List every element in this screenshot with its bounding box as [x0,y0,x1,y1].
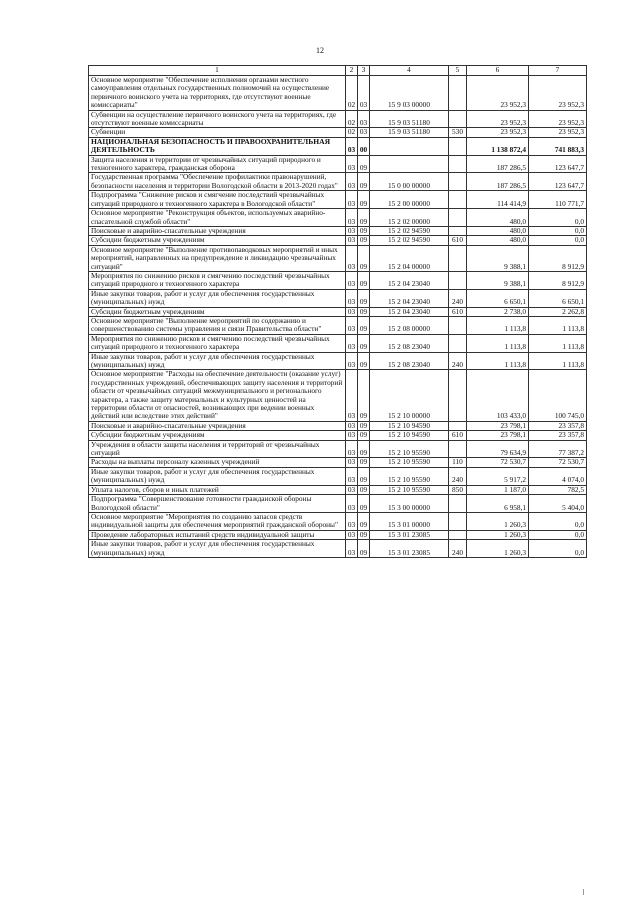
column-header-4: 4 [370,66,449,76]
row-subsection: 09 [358,512,370,530]
row-name: Мероприятия по снижению рисков и смягчению последствий чрезвычайных ситуаций природного и техногенного характера [89,334,346,352]
row-amount-col7: 72 530,7 [529,458,587,467]
row-amount-col6: 1 260,3 [467,540,529,558]
row-amount-col7: 77 387,2 [529,440,587,458]
row-section: 03 [346,307,358,316]
row-expense-type: 240 [449,352,467,370]
table-row [89,76,587,111]
column-header-3: 3 [358,66,370,76]
row-subsection: 09 [358,352,370,370]
table-row [89,540,587,558]
row-amount-col6: 23 952,3 [467,76,529,111]
row-subsection: 09 [358,271,370,289]
row-section: 03 [346,236,358,245]
row-amount-col7: 123 647,7 [529,173,587,191]
row-amount-col7: 8 912,9 [529,271,587,289]
row-section: 03 [346,271,358,289]
row-section: 03 [346,226,358,235]
row-target-article: 15 9 03 51180 [370,128,449,137]
row-target-article: 15 0 00 00000 [370,173,449,191]
row-amount-col7: 23 357,8 [529,431,587,440]
table-row [89,440,587,458]
row-amount-col6: 6 650,1 [467,289,529,307]
row-subsection: 09 [358,155,370,173]
row-subsection: 03 [358,76,370,111]
page-number: 12 [316,46,324,55]
row-amount-col7: 0,0 [529,530,587,539]
row-section: 02 [346,128,358,137]
row-subsection: 09 [358,485,370,494]
row-target-article [370,155,449,173]
table-row [89,370,587,421]
row-amount-col6: 114 414,9 [467,191,529,209]
row-name: Основное мероприятие "Обеспечение исполнения органами местного самоуправления отдельных государственных полномочий на осуществление первичного воинского учета на территориях, где отсутствуют военные комиссариаты" [89,76,346,111]
row-name: Основное мероприятие "Реконструкция объектов, используемых аварийно-спасательной службой области" [89,209,346,227]
row-expense-type [449,209,467,227]
row-expense-type: 610 [449,431,467,440]
row-target-article: 15 2 08 00000 [370,316,449,334]
row-expense-type [449,530,467,539]
row-target-article: 15 2 02 94590 [370,226,449,235]
row-target-article: 15 2 00 00000 [370,191,449,209]
row-target-article: 15 2 10 95590 [370,458,449,467]
row-subsection: 09 [358,173,370,191]
row-amount-col7: 123 647,7 [529,155,587,173]
row-amount-col6: 1 113,8 [467,334,529,352]
row-section: 03 [346,289,358,307]
table-row [89,226,587,235]
row-name: Субсидии бюджетным учреждениям [89,236,346,245]
row-amount-col6: 1 187,0 [467,485,529,494]
row-name: Иные закупки товаров, работ и услуг для обеспечения государственных (муниципальных) нужд [89,467,346,485]
row-name: Подпрограмма "Снижение рисков и смягчение последствий чрезвычайных ситуаций природного и техногенного характера в Вологодской области" [89,191,346,209]
row-name: Проведение лабораторных испытаний средств индивидуальной защиты [89,530,346,539]
row-subsection: 09 [358,289,370,307]
edge-mark [583,889,584,895]
row-section: 03 [346,431,358,440]
row-name: Уплата налогов, сборов и иных платежей [89,485,346,494]
row-section: 03 [346,530,358,539]
column-header-1: 1 [89,66,346,76]
row-amount-col7: 1 113,8 [529,334,587,352]
header-row [89,66,587,76]
row-name: Учреждения в области защиты населения и территорий от чрезвычайных ситуаций [89,440,346,458]
row-amount-col6: 9 388,1 [467,271,529,289]
row-amount-col7: 23 357,8 [529,421,587,430]
row-target-article: 15 2 10 95590 [370,485,449,494]
row-amount-col6: 2 738,0 [467,307,529,316]
row-subsection: 09 [358,245,370,271]
row-name: Основное мероприятие "Выполнение противопаводковых мероприятий и иных мероприятий, направленных на предупреждение и ликвидацию чрезвычайных ситуаций" [89,245,346,271]
row-section: 03 [346,540,358,558]
row-name: Субвенции на осуществление первичного воинского учета на территориях, где отсутствуют военные комиссариаты [89,110,346,128]
row-subsection: 09 [358,236,370,245]
column-header-7: 7 [529,66,587,76]
row-target-article: 15 2 08 23040 [370,334,449,352]
row-subsection: 09 [358,431,370,440]
row-name: Защита населения и территории от чрезвычайных ситуаций природного и техногенного характера, гражданская оборона [89,155,346,173]
row-amount-col6: 187 286,5 [467,173,529,191]
row-target-article: 15 2 10 94590 [370,431,449,440]
row-amount-col6: 1 260,3 [467,530,529,539]
row-amount-col7: 741 883,3 [529,137,587,155]
row-amount-col6: 187 286,5 [467,155,529,173]
column-header-6: 6 [467,66,529,76]
row-amount-col6: 9 388,1 [467,245,529,271]
table-row [89,137,587,155]
row-expense-type [449,316,467,334]
row-amount-col6: 1 138 872,4 [467,137,529,155]
row-expense-type [449,421,467,430]
row-amount-col6: 23 952,3 [467,110,529,128]
row-expense-type [449,495,467,513]
row-amount-col7: 110 771,7 [529,191,587,209]
row-amount-col7: 0,0 [529,236,587,245]
row-amount-col7: 23 952,3 [529,128,587,137]
row-target-article: 15 3 01 00000 [370,512,449,530]
table-row [89,467,587,485]
row-subsection: 09 [358,495,370,513]
row-amount-col7: 1 113,8 [529,352,587,370]
row-expense-type: 110 [449,458,467,467]
row-amount-col6: 1 113,8 [467,352,529,370]
table-row [89,289,587,307]
row-target-article: 15 2 04 00000 [370,245,449,271]
table-row [89,495,587,513]
row-amount-col7: 8 912,9 [529,245,587,271]
row-target-article: 15 2 02 00000 [370,209,449,227]
row-name: Иные закупки товаров, работ и услуг для обеспечения государственных (муниципальных) нужд [89,289,346,307]
table-row [89,512,587,530]
row-amount-col7: 6 650,1 [529,289,587,307]
row-target-article: 15 2 10 94590 [370,421,449,430]
row-amount-col6: 1 113,8 [467,316,529,334]
row-name: Поисковые и аварийно-спасательные учреждения [89,421,346,430]
row-section: 02 [346,110,358,128]
row-expense-type [449,137,467,155]
row-target-article: 15 2 02 94590 [370,236,449,245]
row-section: 03 [346,316,358,334]
row-target-article: 15 2 10 95590 [370,467,449,485]
row-subsection: 00 [358,137,370,155]
row-name: НАЦИОНАЛЬНАЯ БЕЗОПАСНОСТЬ И ПРАВООХРАНИТЕЛЬНАЯ ДЕЯТЕЛЬНОСТЬ [89,137,346,155]
row-name: Основное мероприятие "Мероприятия по созданию запасов средств индивидуальной защиты для обеспечения мероприятий гражданской обороны" [89,512,346,530]
row-amount-col7: 0,0 [529,512,587,530]
row-section: 03 [346,209,358,227]
table-row [89,431,587,440]
row-subsection: 09 [358,467,370,485]
row-amount-col6: 6 958,1 [467,495,529,513]
row-subsection: 09 [358,307,370,316]
row-name: Иные закупки товаров, работ и услуг для обеспечения государственных (муниципальных) нужд [89,540,346,558]
row-section: 03 [346,352,358,370]
row-section: 03 [346,495,358,513]
table-row [89,236,587,245]
row-expense-type [449,226,467,235]
table-row [89,334,587,352]
row-expense-type: 610 [449,236,467,245]
row-subsection: 09 [358,440,370,458]
row-section: 03 [346,155,358,173]
table-row [89,173,587,191]
row-amount-col7: 0,0 [529,540,587,558]
row-section: 03 [346,512,358,530]
table-row [89,530,587,539]
row-section: 03 [346,191,358,209]
table-row [89,155,587,173]
table-row [89,245,587,271]
table-row [89,209,587,227]
row-expense-type: 240 [449,467,467,485]
row-amount-col7: 2 262,8 [529,307,587,316]
row-amount-col6: 23 798,1 [467,421,529,430]
row-subsection: 09 [358,458,370,467]
row-amount-col7: 23 952,3 [529,110,587,128]
row-target-article: 15 9 03 00000 [370,76,449,111]
row-amount-col7: 5 404,0 [529,495,587,513]
row-expense-type [449,245,467,271]
row-expense-type: 850 [449,485,467,494]
row-name: Поисковые и аварийно-спасательные учреждения [89,226,346,235]
table-row [89,352,587,370]
row-amount-col6: 5 917,2 [467,467,529,485]
row-section: 03 [346,173,358,191]
row-amount-col7: 100 745,0 [529,370,587,421]
row-expense-type: 240 [449,289,467,307]
row-subsection: 09 [358,191,370,209]
row-subsection: 09 [358,540,370,558]
row-amount-col6: 1 260,3 [467,512,529,530]
row-target-article: 15 2 10 95590 [370,440,449,458]
row-expense-type [449,271,467,289]
row-amount-col7: 0,0 [529,226,587,235]
row-amount-col6: 480,0 [467,209,529,227]
row-name: Основное мероприятие "Расходы на обеспечение деятельности (оказание услуг) государственных учреждений, обеспечивающих защиту населения и территорий области от чрезвычайных ситуаций межмуниципального и регионального характера, а также защиту материальных и культурных ценностей на территории области от опасностей, возникающих при ведении военных действий или вследствие этих действий" [89,370,346,421]
row-section: 03 [346,137,358,155]
row-amount-col7: 23 952,3 [529,76,587,111]
row-amount-col6: 103 433,0 [467,370,529,421]
row-subsection: 03 [358,110,370,128]
row-target-article: 15 3 01 23085 [370,540,449,558]
row-expense-type [449,334,467,352]
column-header-5: 5 [449,66,467,76]
table-row [89,271,587,289]
row-subsection: 03 [358,128,370,137]
row-name: Государственная программа "Обеспечение профилактики правонарушений, безопасности населения и территории Вологодской области в 2013-2020 годах" [89,173,346,191]
row-expense-type [449,173,467,191]
row-name: Основное мероприятие "Выполнение мероприятий по содержанию и совершенствованию системы управления и связи Правительства области" [89,316,346,334]
row-name: Расходы на выплаты персоналу казенных учреждений [89,458,346,467]
row-section: 03 [346,467,358,485]
row-target-article: 15 2 04 23040 [370,289,449,307]
row-amount-col6: 23 952,3 [467,128,529,137]
row-target-article: 15 2 08 23040 [370,352,449,370]
row-expense-type [449,440,467,458]
row-section: 03 [346,458,358,467]
row-expense-type [449,370,467,421]
row-target-article: 15 9 03 51180 [370,110,449,128]
row-amount-col7: 4 074,0 [529,467,587,485]
row-section: 03 [346,440,358,458]
row-name: Подпрограмма "Совершенствование готовности гражданской обороны Вологодской области" [89,495,346,513]
row-target-article: 15 2 04 23040 [370,307,449,316]
row-amount-col6: 480,0 [467,226,529,235]
row-target-article: 15 2 04 23040 [370,271,449,289]
table-row [89,485,587,494]
row-subsection: 09 [358,209,370,227]
row-name: Субвенции [89,128,346,137]
row-expense-type [449,155,467,173]
row-section: 03 [346,245,358,271]
table-row [89,421,587,430]
row-expense-type [449,512,467,530]
row-amount-col7: 1 113,8 [529,316,587,334]
row-name: Мероприятия по снижению рисков и смягчению последствий чрезвычайных ситуаций природного и техногенного характера [89,271,346,289]
row-expense-type: 530 [449,128,467,137]
row-amount-col6: 480,0 [467,236,529,245]
row-name: Субсидии бюджетным учреждениям [89,431,346,440]
row-amount-col7: 782,5 [529,485,587,494]
table-row [89,316,587,334]
row-expense-type: 610 [449,307,467,316]
row-amount-col6: 72 530,7 [467,458,529,467]
row-subsection: 09 [358,334,370,352]
row-name: Субсидии бюджетным учреждениям [89,307,346,316]
row-subsection: 09 [358,226,370,235]
table-row [89,458,587,467]
row-expense-type [449,110,467,128]
table-row [89,110,587,128]
row-section: 03 [346,370,358,421]
budget-table [88,65,587,558]
row-section: 03 [346,485,358,494]
table-row [89,191,587,209]
row-subsection: 09 [358,316,370,334]
row-amount-col7: 0,0 [529,209,587,227]
row-subsection: 09 [358,530,370,539]
row-section: 02 [346,76,358,111]
row-target-article: 15 3 00 00000 [370,495,449,513]
row-expense-type [449,76,467,111]
row-amount-col6: 23 798,1 [467,431,529,440]
row-expense-type [449,191,467,209]
column-header-2: 2 [346,66,358,76]
row-section: 03 [346,334,358,352]
row-amount-col6: 79 634,9 [467,440,529,458]
row-section: 03 [346,421,358,430]
table-row [89,307,587,316]
row-subsection: 09 [358,370,370,421]
row-name: Иные закупки товаров, работ и услуг для обеспечения государственных (муниципальных) нужд [89,352,346,370]
row-target-article: 15 3 01 23085 [370,530,449,539]
row-target-article: 15 2 10 00000 [370,370,449,421]
row-expense-type: 240 [449,540,467,558]
table-row [89,128,587,137]
row-target-article [370,137,449,155]
row-subsection: 09 [358,421,370,430]
